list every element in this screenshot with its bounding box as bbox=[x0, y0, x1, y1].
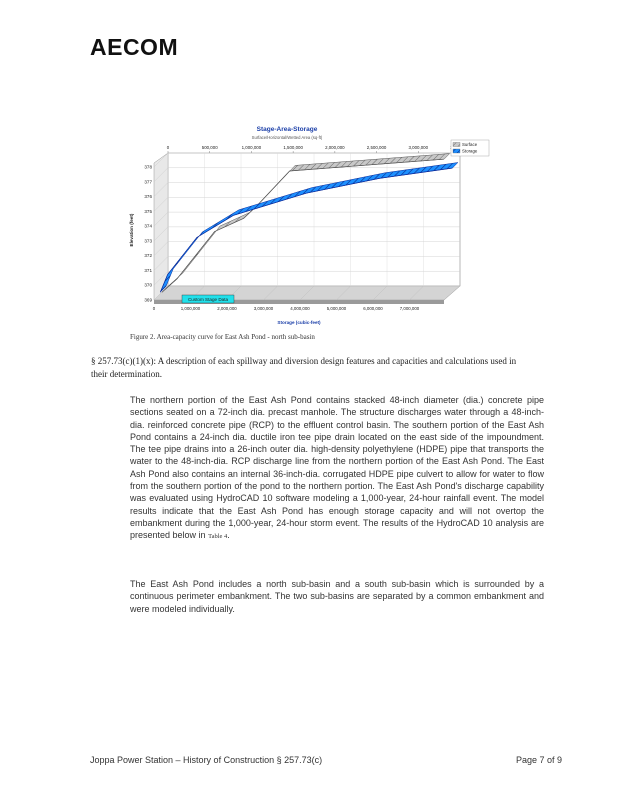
figure-caption: Figure 2. Area-capacity curve for East Ash Pond - north sub-basin bbox=[130, 333, 315, 341]
top-axis-ticks bbox=[167, 145, 471, 153]
legend-swatch-surface bbox=[453, 143, 460, 147]
top-tick-label: 500,000 bbox=[201, 145, 218, 150]
x-tick-label: 6,000,000 bbox=[363, 306, 383, 311]
x-tick-label: 0 bbox=[152, 306, 156, 311]
x-tick-label: 3,000,000 bbox=[253, 306, 274, 311]
x-axis-ticks bbox=[153, 306, 420, 311]
chart-svg bbox=[124, 118, 494, 330]
y-tick-label: 376 bbox=[144, 194, 152, 200]
top-tick-label: 1,000,000 bbox=[241, 145, 262, 150]
chart-legend bbox=[451, 140, 489, 156]
aecom-logo: AECOM bbox=[90, 34, 179, 60]
x-tick-label: 7,000,000 bbox=[399, 306, 420, 311]
chart-top-axis-label: Surface/Horizontal/Wetted Area (sq-ft) bbox=[251, 135, 323, 140]
legend-swatch-storage bbox=[453, 149, 460, 153]
chart-title: Stage-Area-Storage bbox=[256, 126, 318, 133]
annotation-text: Custom Stage Data bbox=[187, 297, 229, 302]
y-tick-label: 375 bbox=[144, 208, 152, 214]
table-reference-link[interactable]: Table 4 bbox=[208, 533, 228, 541]
footer-document-title: Joppa Power Station – History of Construction § 257.73(c) bbox=[90, 755, 323, 765]
body-paragraph-1-end: . bbox=[227, 530, 230, 541]
chart-ylabel: Elevation (feet) bbox=[129, 213, 134, 247]
y-tick-label: 370 bbox=[144, 282, 152, 288]
top-tick-label: 1,500,000 bbox=[283, 145, 303, 150]
y-tick-label: 372 bbox=[144, 253, 152, 259]
y-tick-label: 377 bbox=[144, 179, 152, 185]
body-paragraph-2: The East Ash Pond includes a north sub-basin and a south sub-basin which is surrounded by a continuous perimeter embankment. The two sub-basins are separated by a common embankment and were modeled individually. bbox=[130, 579, 544, 614]
y-axis-ticks bbox=[144, 165, 152, 303]
y-tick-label: 374 bbox=[144, 223, 152, 229]
body-paragraph-1-text: The northern portion of the East Ash Pond contains stacked 48-inch diameter (dia.) concrete pipe sections seated on a 72-inch dia. precast manhole. The structure discharges water through a 48-inch-dia. reinforced concrete pipe (RCP) to the effluent control basin. The southern portion of the East Ash Pond contains a 24-inch dia. ductile iron tee pipe drain located on the east side of the impoundment. The tee pipe drains into a 26-inch outer dia. high-density polyethylene (HDPE) pipe that transports the water to the 48-inch-dia. RCP discharge line from the northern portion of the East Ash Pond. The East Ash Pond also contains an internal 36-inch-dia. corrugated HDPE pipe culvert to allow for water to flow from the southern portion of the pond to the northern portion. The East Ash Pond's discharge capability was evaluated using HydroCAD 10 software modeling a 1,000-year, 24-hour rainfall event. The model results indicate that the East Ash Pond has enough storage capacity and will not overtop the embankment during the 1,000-year, 24-hour storm event. The results of the HydroCAD 10 analysis are presented below in bbox=[130, 395, 544, 541]
y-tick-label: 378 bbox=[144, 164, 152, 170]
top-tick-label: 0 bbox=[166, 145, 170, 150]
x-tick-label: 1,000,000 bbox=[180, 306, 201, 311]
footer-page-number: Page 7 of 9 bbox=[515, 755, 562, 765]
top-tick-label: 2,000,000 bbox=[325, 145, 345, 150]
stage-area-storage-chart bbox=[124, 118, 494, 330]
legend-label-surface: Surface bbox=[462, 142, 478, 147]
y-tick-label: 371 bbox=[144, 267, 152, 273]
y-tick-label: 373 bbox=[144, 238, 152, 244]
x-tick-label: 5,000,000 bbox=[326, 306, 347, 311]
x-tick-label: 2,000,000 bbox=[217, 306, 237, 311]
top-tick-label: 3,000,000 bbox=[408, 145, 429, 150]
x-tick-label: 4,000,000 bbox=[290, 306, 310, 311]
section-heading: § 257.73(c)(1)(x): A description of each spillway and diversion design features and capacities and calculations used in their determination. bbox=[91, 356, 517, 379]
top-tick-label: 2,500,000 bbox=[366, 145, 387, 150]
legend-label-storage: Storage bbox=[462, 148, 478, 154]
y-tick-label: 369 bbox=[144, 297, 152, 303]
body-paragraph-1 bbox=[130, 394, 544, 544]
chart-xlabel: Storage (cubic-feet) bbox=[277, 320, 321, 325]
